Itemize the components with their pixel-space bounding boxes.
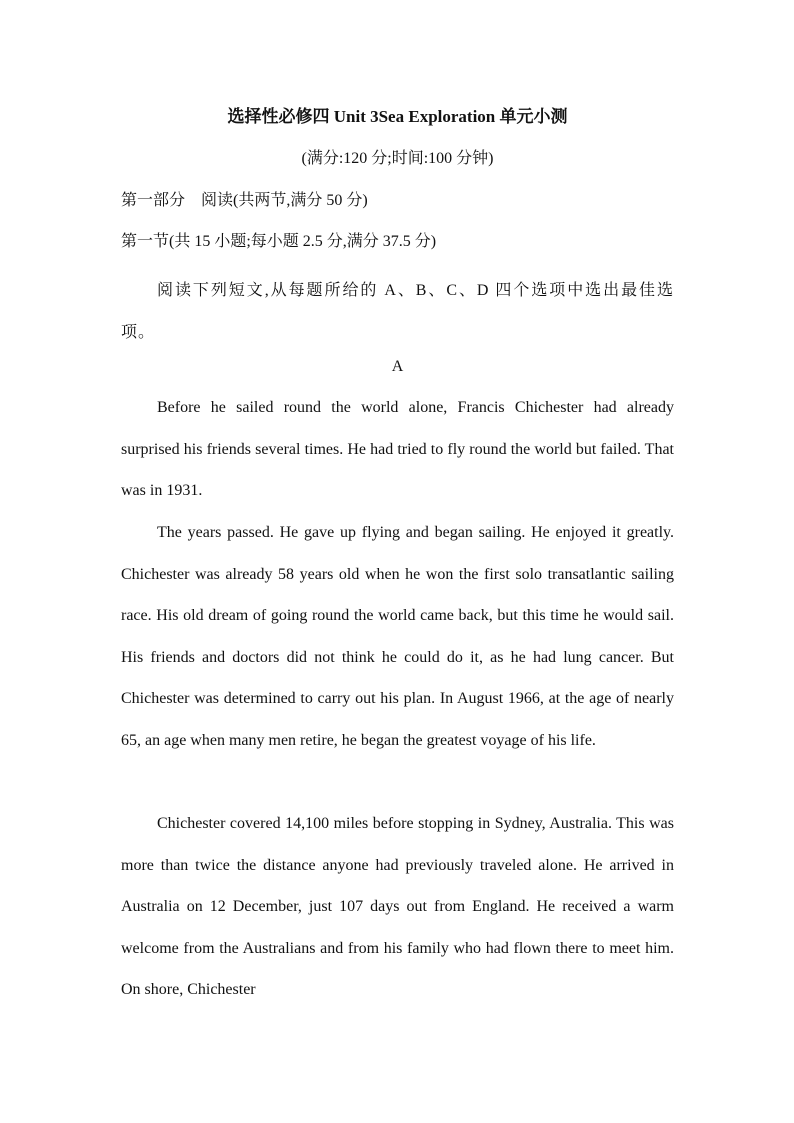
document-page (121, 0, 674, 1123)
part-heading: 第一部分 阅读(共两节,满分 50 分) (121, 192, 368, 209)
instruction-text: 阅读下列短文,从每题所给的 A、B、C、D 四个选项中选出最佳选项。 (121, 282, 674, 341)
section-heading: 第一节(共 15 小题;每小题 2.5 分,满分 37.5 分) (121, 233, 437, 250)
document-title: 选择性必修四 Unit 3Sea Exploration 单元小测 (227, 107, 568, 126)
paragraph-3: Chichester covered 14,100 miles before stopping in Sydney, Australia. This was more than twice the distance anyone had previously traveled alone. He arrived in Australia on 12 December, just 107 days out from England. He received a warm welcome from the Australians and from his family who had flown there to meet him. On shore, Chichester (121, 815, 674, 999)
document-subtitle: (满分:120 分;时间:100 分钟) (301, 150, 494, 167)
passage-label: A (391, 358, 404, 375)
paragraph-1: Before he sailed round the world alone, Francis Chichester had already surprised his friends several times. He had tried to fly round the world but failed. That was in 1931. (121, 399, 674, 500)
paragraph-2: The years passed. He gave up flying and began sailing. He enjoyed it greatly. Chichester was already 58 years old when he won the first solo transatlantic sailing race. His old dream of going round the world came back, but this time he would sail. His friends and doctors did not think he could do it, as he had lung cancer. But Chichester was determined to carry out his plan. In August 1966, at the age of nearly 65, an age when many men retire, he began the greatest voyage of his life. (121, 524, 674, 749)
